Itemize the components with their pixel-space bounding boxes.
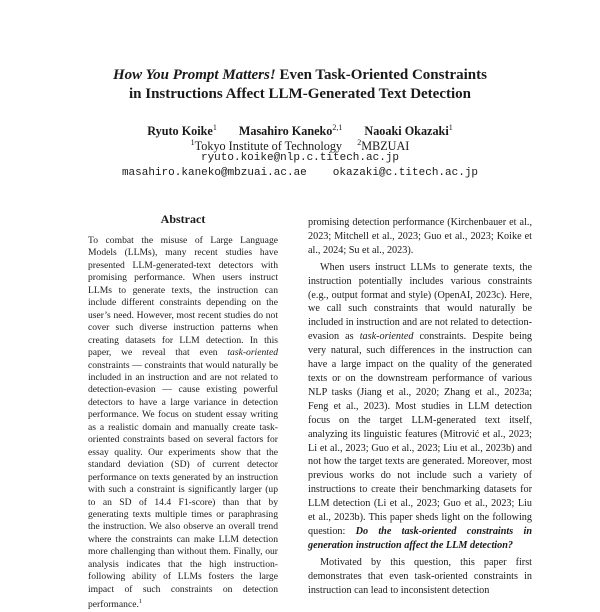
title-line2: in Instructions Affect LLM-Generated Text Detection bbox=[128, 86, 472, 102]
email-line-2 bbox=[0, 166, 600, 180]
abstract-italic-term: task-oriented bbox=[227, 347, 278, 359]
affiliation-mark: 2 bbox=[357, 138, 362, 147]
affiliation-name: Tokyo Institute of Technology bbox=[194, 139, 343, 154]
email-line-1: ryuto.koike@nlp.c.titech.ac.jp bbox=[200, 152, 400, 164]
affiliation-name: MBZUAI bbox=[361, 139, 410, 154]
author-affil-mark: 1 bbox=[212, 123, 217, 132]
author-affil-mark: 2,1 bbox=[332, 123, 343, 132]
paper-title bbox=[0, 66, 600, 104]
abstract-heading: Abstract bbox=[160, 212, 206, 226]
abstract-body bbox=[88, 235, 278, 612]
abstract-text: To combat the misuse of Large Language Models (LLMs), many recent studies have presented LLM-generated-text detectors with promising performance. When users instruct LLMs to generate texts, the instruction can include different constraints depending on the user’s need. However, most recent studies do not cover such diverse instruction patterns when creating datasets for LLM detection. In this paper, we reveal that even bbox=[88, 235, 278, 359]
body-paragraph: Motivated by this question, this paper first demonstrates that even task-oriented constraints in instruction can lead to inconsistent detection bbox=[308, 556, 532, 596]
body-paragraph: promising detection performance (Kirchenbauer et al., 2023; Mitchell et al., 2023; Guo et al., 2023; Koike et al., 2024; Su et al., 2023). bbox=[308, 217, 532, 256]
author-name: Ryuto Koike bbox=[147, 124, 213, 139]
body-text: When users instruct LLMs to generate texts, the instruction potentially includes various constraints (e.g., output format and style) (OpenAI, 2023c). Here, we call such constraints that would naturally be included in instruction and are not related to detection-evasion as bbox=[308, 261, 532, 343]
body-text: constraints. Despite being very natural, such differences in the instruction can have a large impact on the quality of the generated texts or on the downstream performance of various NLP tasks (Jiang et al., 2020; Zhang et al., 2023a; Feng et al., 2023). Most studies in LLM detection focus on the target LLM-generated text itself, analyzing its linguistic features (Mitrović et al., 2023; Li et al., 2023; Guo et al., 2023; Liu et al., 2023b) and not how the target texts are generated. Moreover, most previous works do not include such a variety of instructions to create their benchmarking datasets for LLM detection (Li et al., 2023; Guo et al., 2023; Liu et al., 2023b). This paper sheds light on the following question: bbox=[308, 331, 533, 537]
affiliation-mark: 1 bbox=[190, 138, 195, 147]
body-italic-term: task-oriented bbox=[359, 331, 414, 343]
abstract-text: constraints — constraints that would naturally be included in an instruction and are not related to detection-evasion — cause existing powerful detectors to have a large variance in detection performance. We focus on student essay writing as a realistic domain and manually create task-oriented constraints based on several factors for essay quality. Our experiments show that the standard deviation (SD) of current detector performance on texts generated by an instruction with such a constraint is significantly larger (up to an SD of 14.4 F1-score) than that by generating texts multiple times or paraphrasing the instruction. We also observe an overall trend where the constraints can make LLM detection more challenging than without them. Finally, our analysis indicates that the high instruction-following ability of LLMs fosters the large impact of such constraints on detection performance. bbox=[88, 359, 278, 611]
introduction-body bbox=[308, 216, 532, 597]
footnote-mark: 1 bbox=[138, 598, 143, 606]
abstract-paragraph bbox=[88, 235, 278, 612]
author-affil-mark: 1 bbox=[448, 123, 453, 132]
author-name: Masahiro Kaneko bbox=[238, 124, 333, 139]
title-rest-line1: Even Task-Oriented Constraints bbox=[275, 67, 487, 83]
email-address: okazaki@c.titech.ac.jp bbox=[332, 167, 479, 179]
body-paragraph bbox=[308, 261, 532, 553]
research-question: Do the task-oriented constraints in generation instruction affect the LLM detection? bbox=[308, 525, 532, 551]
email-address: masahiro.kaneko@mbzuai.ac.ae bbox=[121, 167, 307, 179]
author-name: Naoaki Okazaki bbox=[364, 124, 449, 139]
title-italic-part: How You Prompt Matters! bbox=[113, 67, 276, 83]
